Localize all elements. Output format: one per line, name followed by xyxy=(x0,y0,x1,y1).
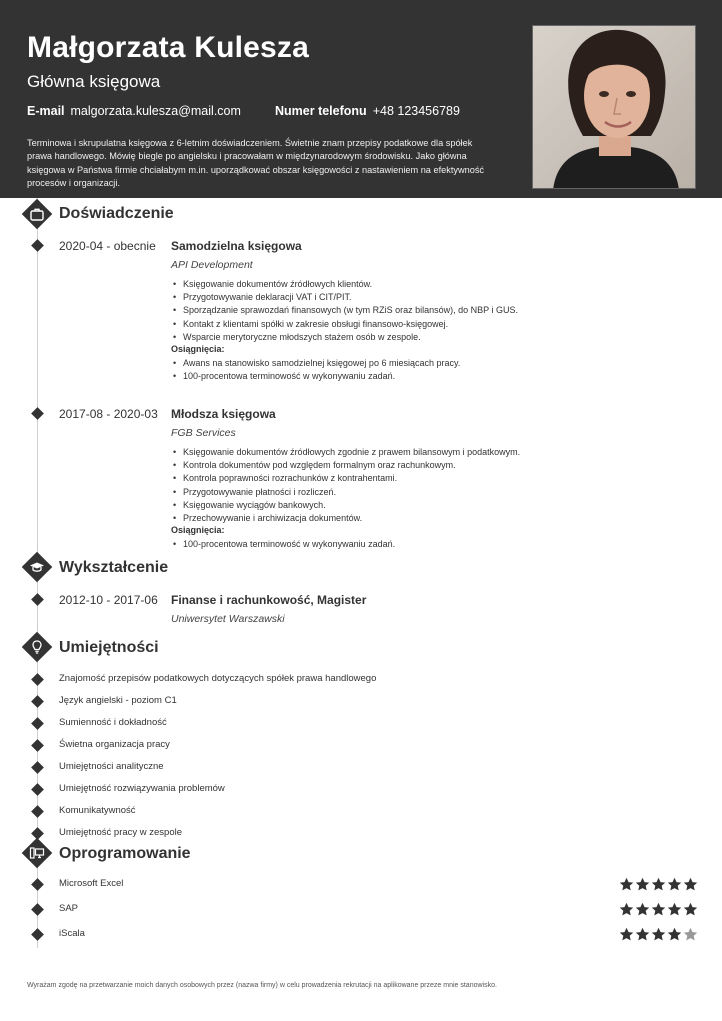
skill-item: Umiejętności analityczne xyxy=(59,761,164,772)
achievements-label: Osiągnięcia: xyxy=(171,525,225,535)
contact-phone xyxy=(275,104,460,118)
list-item: • 100-procentowa terminowość w wykonywaniu zadań. xyxy=(171,538,571,551)
lightbulb-icon xyxy=(29,639,45,655)
star-filled-icon xyxy=(651,927,666,942)
computer-icon xyxy=(29,845,45,861)
timeline-marker xyxy=(31,805,44,818)
timeline-marker xyxy=(31,903,44,916)
star-filled-icon xyxy=(667,877,682,892)
education-degree: Finanse i rachunkowość, Magister xyxy=(171,593,367,607)
skills-section-icon xyxy=(22,632,52,662)
email-label: E-mail xyxy=(27,104,65,118)
timeline-marker xyxy=(31,739,44,752)
skill-item: Świetna organizacja pracy xyxy=(59,739,170,750)
software-rating xyxy=(619,927,698,942)
timeline-marker xyxy=(31,783,44,796)
job-achievements xyxy=(171,538,571,551)
list-item: • Przygotowywanie deklaracji VAT i CIT/PIT. xyxy=(171,291,571,304)
header xyxy=(0,0,722,198)
gdpr-consent-clause: Wyrażam zgodę na przetwarzanie moich danych osobowych przez (nazwa firmy) w celu prowadzenia rekrutacji na aplikowane przeze mnie stanowisko. xyxy=(27,982,497,989)
star-filled-icon xyxy=(619,877,634,892)
star-filled-icon xyxy=(635,927,650,942)
timeline-marker xyxy=(31,673,44,686)
portrait-image xyxy=(533,26,696,189)
software-section-icon xyxy=(22,838,52,868)
star-filled-icon xyxy=(683,902,698,917)
list-item: • 100-procentowa terminowość w wykonywaniu zadań. xyxy=(171,370,571,383)
job-date: 2020-04 - obecnie xyxy=(59,239,156,253)
section-title-software: Oprogramowanie xyxy=(59,845,191,862)
list-item: • Sporządzanie sprawozdań finansowych (w tym RZiS oraz bilansów), do NBP i GUS. xyxy=(171,304,571,317)
star-filled-icon xyxy=(651,877,666,892)
timeline-marker xyxy=(31,761,44,774)
email-value[interactable]: malgorzata.kulesza@mail.com xyxy=(70,104,241,118)
candidate-name: Małgorzata Kulesza xyxy=(27,31,310,64)
phone-value[interactable]: +48 123456789 xyxy=(372,104,460,118)
job-company: API Development xyxy=(171,259,253,271)
section-title-experience: Doświadczenie xyxy=(59,205,174,222)
job-achievements xyxy=(171,357,571,383)
phone-label: Numer telefonu xyxy=(275,104,367,118)
star-empty-icon xyxy=(683,927,698,942)
education-date: 2012-10 - 2017-06 xyxy=(59,593,158,607)
skill-item: Język angielski - poziom C1 xyxy=(59,695,177,706)
list-item: • Kontakt z klientami spółki w zakresie obsługi finansowo-księgowej. xyxy=(171,318,571,331)
job-company: FGB Services xyxy=(171,427,236,439)
job-title: Główna księgowa xyxy=(27,72,161,91)
star-filled-icon xyxy=(635,902,650,917)
star-filled-icon xyxy=(651,902,666,917)
list-item: • Księgowanie dokumentów źródłowych klientów. xyxy=(171,278,571,291)
star-filled-icon xyxy=(635,877,650,892)
education-school: Uniwersytet Warszawski xyxy=(171,613,285,625)
timeline-marker xyxy=(31,239,44,252)
software-rating xyxy=(619,902,698,917)
achievements-label: Osiągnięcia: xyxy=(171,344,225,354)
profile-summary: Terminowa i skrupulatna księgowa z 6-letnim doświadczeniem. Świetnie znam przepisy podatkowe dla spółek prawa handlowego. Mówię biegle po angielsku i pracowałam w międzynarodowym środowisku. Jako główna księgowa w Państwa firmie chciałabym m.in. uporządkować obszar księgowości z nastawieniem na efektywność procesów i organizacji. xyxy=(27,138,485,188)
graduation-cap-icon xyxy=(29,559,45,575)
job-duties xyxy=(171,278,571,344)
list-item: • Kontrola poprawności rozrachunków z kontrahentami. xyxy=(171,472,571,485)
timeline-marker xyxy=(31,593,44,606)
skill-item: Znajomość przepisów podatkowych dotyczących spółek prawa handlowego xyxy=(59,673,377,684)
timeline-marker xyxy=(31,717,44,730)
timeline-marker xyxy=(31,928,44,941)
list-item: • Kontrola dokumentów pod względem formalnym oraz rachunkowym. xyxy=(171,459,571,472)
software-rating xyxy=(619,877,698,892)
timeline-marker xyxy=(31,878,44,891)
profile-photo xyxy=(532,25,696,189)
star-filled-icon xyxy=(683,877,698,892)
star-filled-icon xyxy=(667,902,682,917)
skill-item: Komunikatywność xyxy=(59,805,136,816)
contact-email xyxy=(27,104,241,118)
list-item: • Awans na stanowisko samodzielnej księgowej po 6 miesiącach pracy. xyxy=(171,357,571,370)
list-item: • Księgowanie dokumentów źródłowych zgodnie z prawem bilansowym i podatkowym. xyxy=(171,446,571,459)
job-date: 2017-08 - 2020-03 xyxy=(59,407,158,421)
list-item: • Przechowywanie i archiwizacja dokumentów. xyxy=(171,512,571,525)
star-filled-icon xyxy=(619,927,634,942)
skill-item: Sumienność i dokładność xyxy=(59,717,167,728)
software-name: SAP xyxy=(59,903,79,914)
job-role: Młodsza księgowa xyxy=(171,407,276,421)
star-filled-icon xyxy=(619,902,634,917)
section-title-education: Wykształcenie xyxy=(59,559,169,576)
list-item: • Wsparcie merytoryczne młodszych stażem osób w zespole. xyxy=(171,331,571,344)
timeline-marker xyxy=(31,407,44,420)
section-title-skills: Umiejętności xyxy=(59,639,159,656)
job-role: Samodzielna księgowa xyxy=(171,239,302,253)
software-name: Microsoft Excel xyxy=(59,878,124,889)
list-item: • Przygotowywanie płatności i rozliczeń. xyxy=(171,486,571,499)
timeline-marker xyxy=(31,695,44,708)
software-name: iScala xyxy=(59,928,85,939)
skill-item: Umiejętność rozwiązywania problemów xyxy=(59,783,225,794)
star-filled-icon xyxy=(667,927,682,942)
job-duties xyxy=(171,446,571,525)
skill-item: Umiejętność pracy w zespole xyxy=(59,827,183,838)
experience-section-icon xyxy=(22,199,52,229)
briefcase-icon xyxy=(29,206,45,222)
education-section-icon xyxy=(22,552,52,582)
list-item: • Księgowanie wyciągów bankowych. xyxy=(171,499,571,512)
